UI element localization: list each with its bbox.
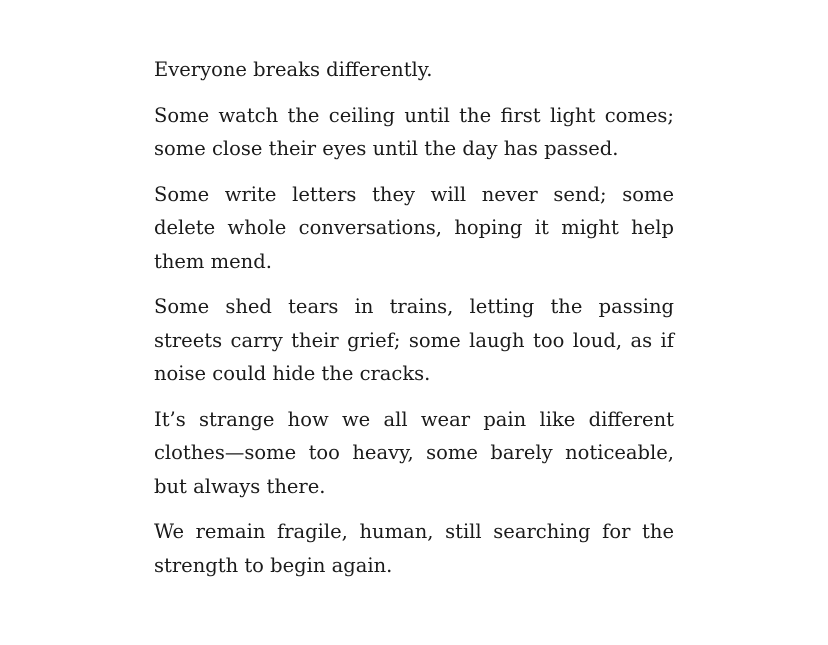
paragraph-4: Some shed tears in trains, letting the passing streets carry their grief; some laugh too loud, as if noise could hide the cracks. [154,295,674,385]
paragraph-3: Some write letters they will never send; some delete whole conversations, hoping it might help them mend. [154,182,674,273]
paragraph-2: Some watch the ceiling until the first light comes; some close their eyes until the day has passed. [154,103,674,160]
paragraph-1: Everyone breaks differently. [154,58,433,81]
paragraph-5: It’s strange how we all wear pain like different clothes—some too heavy, some barely noticeable, but always there. [154,407,674,498]
paragraph-6: We remain fragile, human, still searching for the strength to begin again. [154,520,674,577]
body-text [154,53,674,594]
